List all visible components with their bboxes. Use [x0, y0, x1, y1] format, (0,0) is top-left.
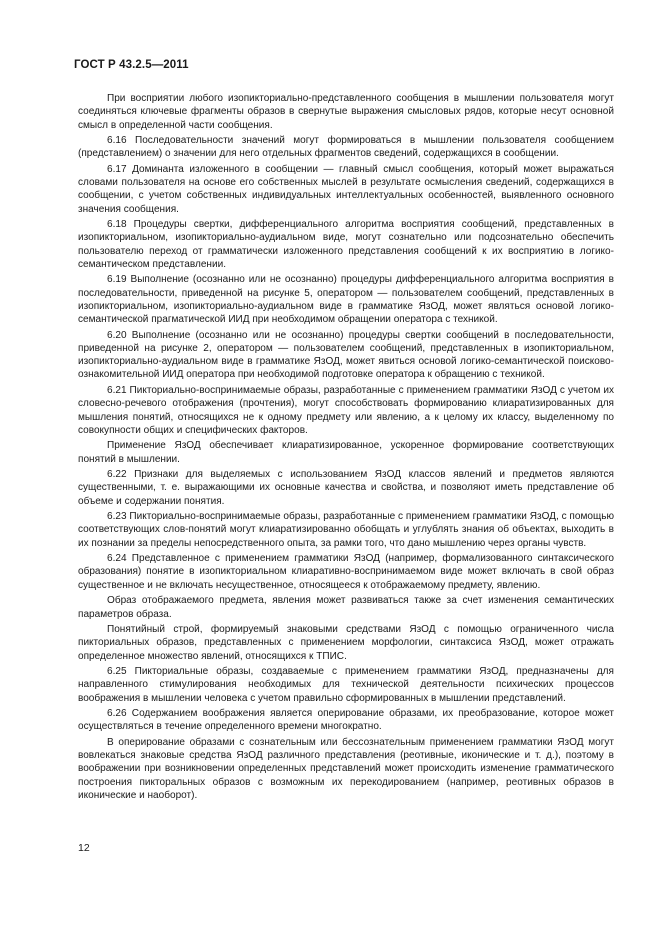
- paragraph: Понятийный строй, формируемый знаковыми средствами ЯзОД с помощью ограниченного числа пикториальных образов, представленных с применением морфологии, синтаксиса ЯзОД, может отражать определенное множество явлений, относящихся к ТПИС.: [78, 624, 614, 662]
- paragraph-6-21: 6.21 Пикториально-воспринимаемые образы, разработанные с применением грамматики ЯзОД с учетом их словесно-речевого отображения (прочтения), могут способствовать формированию клиаратизированных для мышления понятий, относящихся не к одному предмету или явлению, а к целому их классу, выделенному по совокупности общих и специфических факторов.: [78, 385, 614, 436]
- paragraph-6-16: 6.16 Последовательности значений могут формироваться в мышлении пользователя сообщением (представлением) о значении для него отдельных фрагментов сведений, содержащихся в сообщении.: [78, 135, 614, 160]
- paragraph: Образ отображаемого предмета, явления может развиваться также за счет изменения семантических параметров образа.: [78, 595, 614, 620]
- paragraph: При восприятии любого изопикториально-представленного сообщения в мышлении пользователя могут соединяться ключевые фрагменты образов в свернутые выражения смысловых рядов, которые несут основной смысл в определенной части сообщения.: [78, 93, 614, 131]
- paragraph-6-20: 6.20 Выполнение (осознанно или не осознанно) процедуры свертки сообщений в последовательности, приведенной на рисунке 2, оператором — пользователем сообщений, представленных в изопикториальном, изопикториально-аудиальном виде в грамматике ЯзОД, может явиться основой логико-семантической поисково-ознакомительной ИИД оператора при необходимой подготовке оператора к обращению с техникой.: [78, 329, 614, 381]
- paragraph-6-18: 6.18 Процедуры свертки, дифференциального алгоритма восприятия сообщений, представленных в изопикториальном, изопикториально-аудиальном виде, могут сознательно или подсознательно обеспечить пользователю переход от грамматически изложенного представления сообщений к их восприятию в логико-семантическом представлении.: [78, 219, 614, 270]
- paragraph-6-23: 6.23 Пикториально-воспринимаемые образы, разработанные с применением грамматики ЯзОД, с помощью соответствующих слов-понятий могут клиаратизированно обобщать и углублять знания об объектах, выходить в их познании за пределы непосредственного опыта, за рамки того, что дано мышлению через органы чувств.: [78, 511, 614, 549]
- document-header: ГОСТ Р 43.2.5—2011: [74, 59, 189, 71]
- paragraph-6-17: 6.17 Доминанта изложенного в сообщении — главный смысл сообщения, который может выражаться словами пользователя на основе его собственных мыслей в результате осмысления сведений, содержащихся в сообщении, с учетом собственных индивидуальных интеллектуальных особенностей, выявленного основного значения сообщения.: [78, 163, 614, 215]
- paragraph-6-25: 6.25 Пикториальные образы, создаваемые с применением грамматики ЯзОД, предназначены для направленного стимулирования необходимых для технической деятельности психических процессов воображения в мышлении человека с учетом правильно сформированных в мышлении представлений.: [78, 666, 614, 704]
- paragraph: Применение ЯзОД обеспечивает клиаратизированное, ускоренное формирование соответствующих понятий в мышлении.: [78, 440, 614, 465]
- document-body: [78, 92, 614, 805]
- paragraph-6-24: 6.24 Представленное с применением грамматики ЯзОД (например, формализованного синтаксического образования) понятие в изопикториальном клиаративно-воспринимаемом виде может включать в свой образ существенное и не включать несущественное, относящееся к отображаемому предмету, явлению.: [78, 553, 614, 591]
- paragraph-6-19: 6.19 Выполнение (осознанно или не осознанно) процедуры дифференциального алгоритма восприятия в последовательности, приведенной на рисунке 5, оператором — пользователем сообщений, представленных в изопикториальном, изопикториально-аудиальном виде в грамматике ЯзОД, может являться основой логико-семантической прагматической ИИД при необходимом обращении оператора с техникой.: [78, 274, 614, 326]
- page-number: 12: [78, 842, 90, 854]
- paragraph-6-22: 6.22 Признаки для выделяемых с использованием ЯзОД классов явлений и предметов являются существенными, т. е. выражающими их основные качества и свойства, и позволяют иметь представление об объеме и содержании понятия.: [78, 469, 614, 507]
- paragraph-6-26: 6.26 Содержанием воображения является оперирование образами, их преобразование, которое может осуществляться в течение определенного времени многократно.: [78, 708, 614, 733]
- paragraph: В оперирование образами с сознательным или бессознательным применением грамматики ЯзОД могут вовлекаться знаковые средства ЯзОД различного представления (реотивные, иконические и т. д.), поэтому в воображении при возникновении определенных представлений может происходить изменение грамматического построения пикторальных образов с возможным их перекодированием (например, реотивных образов в иконические и наоборот).: [78, 736, 614, 801]
